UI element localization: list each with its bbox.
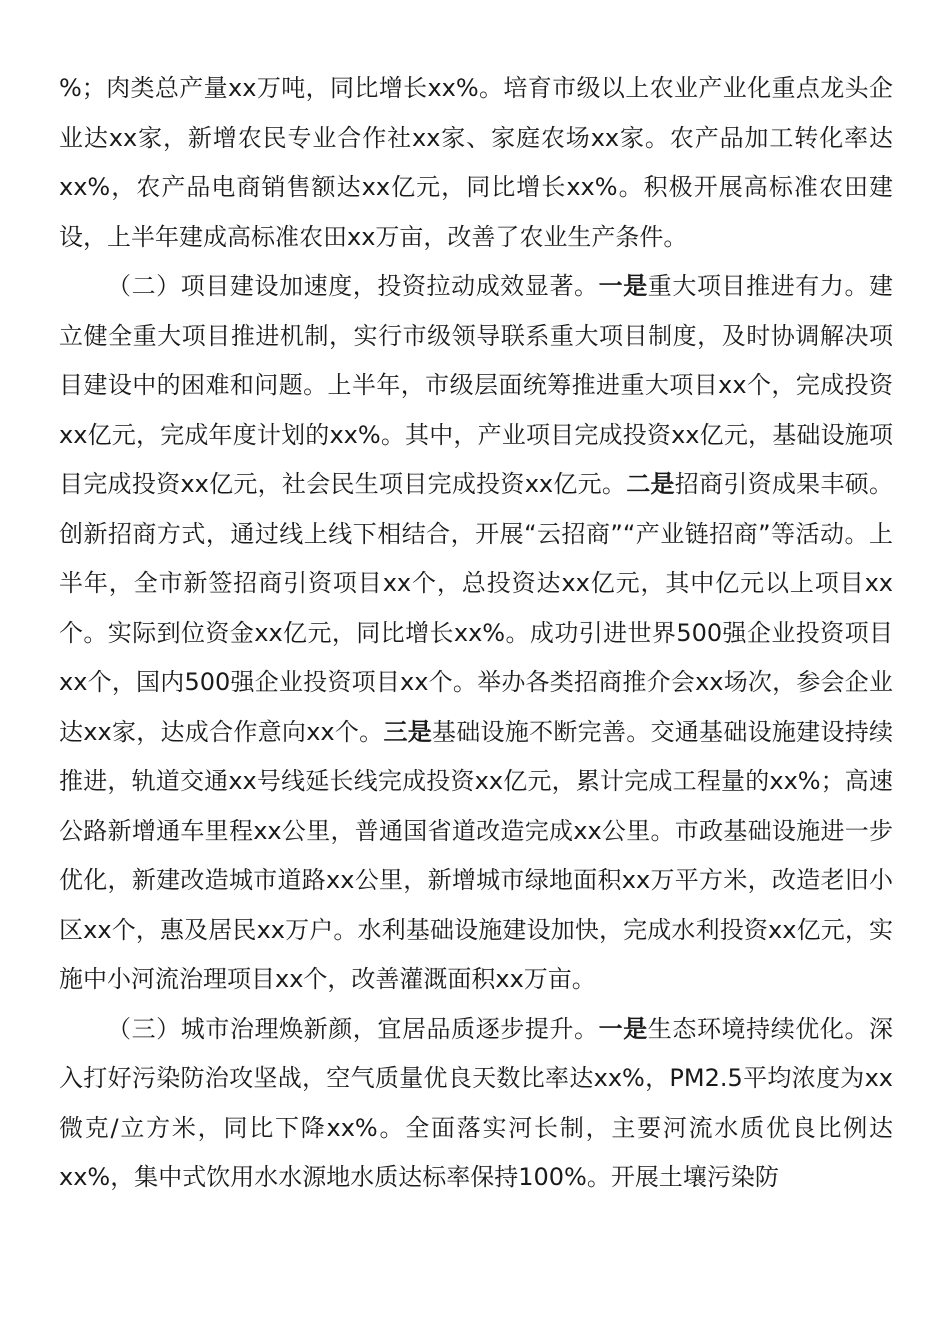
paragraph-urban-governance [59, 1005, 893, 1203]
paragraph-text: 基础设施不断完善。交通基础设施建设持续推进，轨道交通xx号线延长线完成投资xx亿元，累计完成工程量的xx%；高速公路新增通车里程xx公里，普通国省道改造完成xx公里。市政基础设施进一步优化，新建改造城市道路xx公里，新增城市绿地面积xx万平方米，改造老旧小区xx个，惠及居民xx万户。水利基础设施建设加快，完成水利投资xx亿元，实施中小河流治理项目xx个，改善灌溉面积xx万亩。 [59, 717, 894, 993]
lead-marker-third: 三是 [383, 717, 432, 746]
lead-marker-first: 一是 [598, 1014, 648, 1043]
paragraph-text: %；肉类总产量xx万吨，同比增长xx%。培育市级以上农业产业化重点龙头企业达xx家，新增农民专业合作社xx家、家庭农场xx家。农产品加工转化率达xx%，农产品电商销售额达xx亿元，同比增长xx%。积极开展高标准农田建设，上半年建成高标准农田xx万亩，改善了农业生产条件。 [59, 74, 893, 251]
lead-marker-first: 一是 [598, 272, 648, 300]
paragraph-text: 生态环境持续优化。深入打好污染防治攻坚战，空气质量优良天数比率达xx%，PM2.5平均浓度为xx微克/立方米，同比下降xx%。全面落实河长制，主要河流水质优良比例达xx%，集中式饮用水水源地水质达标率保持100%。开展土壤污染防 [59, 1014, 894, 1191]
document-body [59, 64, 893, 1203]
paragraph-agriculture [59, 64, 893, 262]
lead-marker-second: 二是 [626, 470, 675, 498]
section-heading-2: （二）项目建设加速度，投资拉动成效显著。 [107, 272, 599, 300]
paragraph-text: 招商引资成果丰硕。创新招商方式，通过线上线下相结合，开展“云招商”“产业链招商”等活动。上半年，全市新签招商引资项目xx个，总投资达xx亿元，其中亿元以上项目xx个。实际到位资金xx亿元，同比增长xx%。成功引进世界500强企业投资项目xx个，国内500强企业投资项目xx个。举办各类招商推介会xx场次，参会企业达xx家，达成合作意向xx个。 [59, 470, 894, 746]
paragraph-text: 重大项目推进有力。建立健全重大项目推进机制，实行市级领导联系重大项目制度，及时协调解决项目建设中的困难和问题。上半年，市级层面统筹推进重大项目xx个，完成投资xx亿元，完成年度计划的xx%。其中，产业项目完成投资xx亿元，基础设施项目完成投资xx亿元，社会民生项目完成投资xx亿元。 [59, 272, 894, 498]
paragraph-project-construction [59, 262, 893, 1005]
section-heading-3: （三）城市治理焕新颜，宜居品质逐步提升。 [107, 1014, 599, 1043]
